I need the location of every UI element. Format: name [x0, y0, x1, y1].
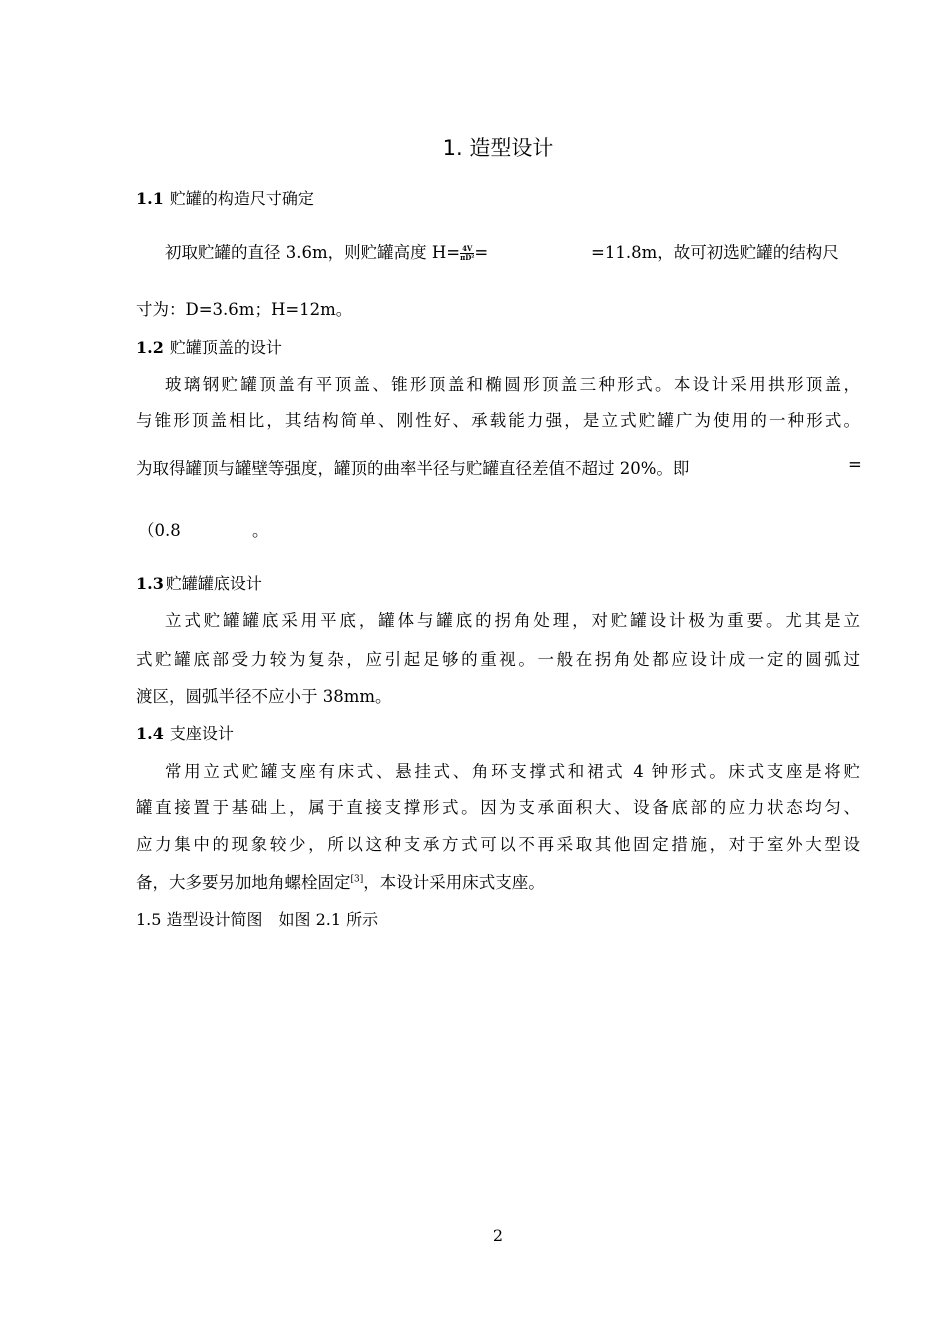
section-heading-1-2	[136, 335, 282, 358]
fraction-formula	[460, 245, 474, 262]
text-run: =	[474, 243, 489, 262]
paragraph-line: =	[848, 455, 862, 474]
paragraph-line: 式贮罐底部受力较为复杂，应引起足够的重视。一般在拐角处都应设计成一定的圆弧过	[136, 650, 860, 669]
paragraph-line: 立式贮罐罐底采用平底，罐体与罐底的拐角处理，对贮罐设计极为重要。尤其是立	[165, 611, 860, 630]
section-number: 1.3	[136, 574, 164, 593]
citation-ref: [3]	[350, 874, 364, 885]
paragraph-line: 渡区，圆弧半径不应小于 38mm。	[136, 687, 392, 706]
paragraph-line	[136, 869, 545, 893]
text-run: 备，大多要另加地角螺栓固定	[136, 873, 351, 892]
fraction-numerator: 4V	[462, 244, 473, 253]
section-heading-1-5: 1.5 造型设计简图 如图 2.1 所示	[136, 910, 379, 929]
section-title: 贮罐顶盖的设计	[169, 338, 282, 357]
paragraph-line: 罐直接置于基础上，属于直接支撑形式。因为支承面积大、设备底部的应力状态均匀、	[136, 798, 860, 817]
paragraph-line: 寸为：D=3.6m；H=12m。	[136, 300, 353, 319]
paragraph-line: 为取得罐顶与罐壁等强度，罐顶的曲率半径与贮罐直径差值不超过 20%。即	[136, 459, 690, 478]
section-heading-1-3	[136, 571, 262, 594]
section-number: 1.4	[136, 724, 164, 743]
paragraph-line: 常用立式贮罐支座有床式、悬挂式、角环支撑式和裙式 4 钟形式。床式支座是将贮	[165, 762, 860, 781]
page-title: 1. 造型设计	[442, 136, 554, 160]
fraction-denominator: πD²	[460, 253, 475, 262]
paragraph-line: 应力集中的现象较少，所以这种支承方式可以不再采取其他固定措施，对于室外大型设	[136, 835, 860, 854]
section-title: 贮罐罐底设计	[165, 574, 262, 593]
paragraph-line	[165, 239, 488, 263]
paragraph-line: 。	[252, 521, 269, 540]
text-run: 初取贮罐的直径 3.6m，则贮罐高度 H=	[165, 243, 461, 262]
paragraph-line: =11.8m，故可初选贮罐的结构尺	[591, 243, 839, 262]
paragraph-line: （0.8	[138, 521, 181, 540]
section-heading-1-1	[136, 186, 314, 209]
paragraph-line: 玻璃钢贮罐顶盖有平顶盖、锥形顶盖和椭圆形顶盖三种形式。本设计采用拱形顶盖，	[165, 375, 860, 394]
section-number: 1.2	[136, 338, 164, 357]
section-title: 支座设计	[169, 724, 234, 743]
page-number: 2	[492, 1226, 504, 1245]
paragraph-line: 与锥形顶盖相比，其结构简单、刚性好、承载能力强，是立式贮罐广为使用的一种形式。	[136, 411, 860, 430]
text-run: ，本设计采用床式支座。	[363, 873, 545, 892]
section-title: 贮罐的构造尺寸确定	[169, 189, 314, 208]
section-number: 1.1	[136, 189, 164, 208]
section-heading-1-4	[136, 721, 234, 744]
